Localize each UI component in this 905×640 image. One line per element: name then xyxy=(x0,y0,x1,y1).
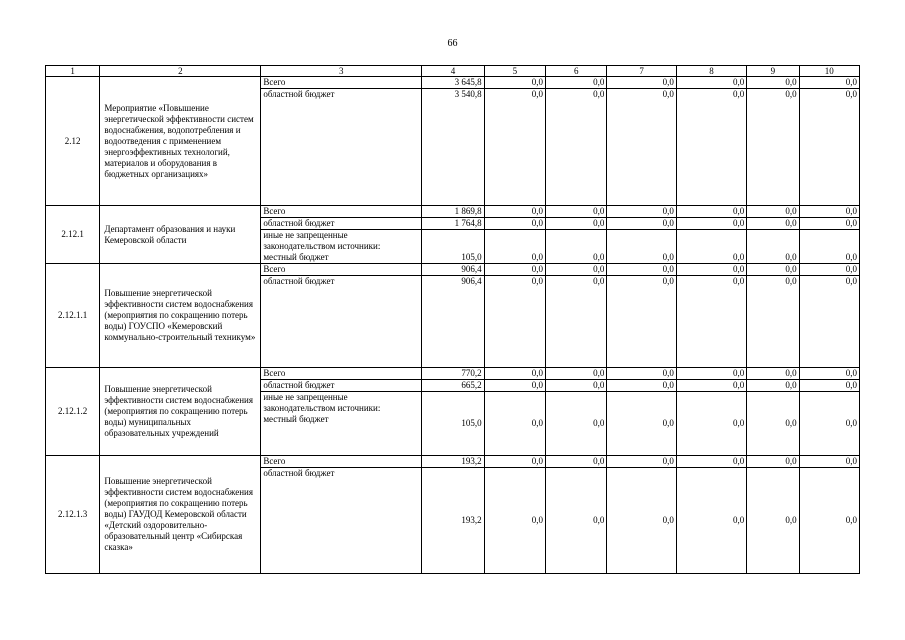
table-row xyxy=(46,77,860,89)
source-label-other xyxy=(261,230,422,264)
row-code: 2.12.1.2 xyxy=(46,368,100,456)
value-cell: 0,0 xyxy=(799,206,859,218)
value-cell: 0,0 xyxy=(799,276,859,368)
table-row xyxy=(46,206,860,218)
value-cell: 0,0 xyxy=(607,380,676,392)
source-label-total: Всего xyxy=(261,77,422,89)
value-cell: 0,0 xyxy=(607,206,676,218)
value-cell: 0,0 xyxy=(747,77,799,89)
value-cell: 0,0 xyxy=(799,77,859,89)
column-header: 4 xyxy=(422,66,484,77)
source-label-regional: областной бюджет xyxy=(261,218,422,230)
row-name: Повышение энергетической эффективности систем водоснабжения (мероприятия по сокращению потерь воды) ГОУСПО «Кемеровский коммунально-строительный техникум» xyxy=(100,264,261,368)
value-cell: 0,0 xyxy=(546,380,607,392)
table-row xyxy=(46,368,860,380)
value-cell: 0,0 xyxy=(799,368,859,380)
value-cell: 0,0 xyxy=(546,468,607,574)
source-label-total: Всего xyxy=(261,264,422,276)
row-code: 2.12.1 xyxy=(46,206,100,264)
value-cell: 0,0 xyxy=(799,380,859,392)
value-cell: 0,0 xyxy=(747,218,799,230)
value-cell: 3 540,8 xyxy=(422,89,484,206)
value-cell: 0,0 xyxy=(799,218,859,230)
value-cell: 193,2 xyxy=(422,456,484,468)
source-label-local: местный бюджет xyxy=(263,252,329,262)
value-cell: 770,2 xyxy=(422,368,484,380)
source-label-total: Всего xyxy=(261,206,422,218)
value-cell: 0,0 xyxy=(607,264,676,276)
value-cell: 0,0 xyxy=(607,218,676,230)
value-cell: 0,0 xyxy=(799,456,859,468)
value-cell: 0,0 xyxy=(484,77,545,89)
value-cell: 0,0 xyxy=(546,456,607,468)
value-cell: 0,0 xyxy=(546,230,607,264)
value-cell: 0,0 xyxy=(484,456,545,468)
value-cell: 0,0 xyxy=(747,276,799,368)
source-label-total: Всего xyxy=(261,368,422,380)
value-cell: 0,0 xyxy=(676,230,746,264)
value-cell: 193,2 xyxy=(422,468,484,574)
value-cell: 1 869,8 xyxy=(422,206,484,218)
value-cell: 0,0 xyxy=(607,230,676,264)
value-cell: 0,0 xyxy=(747,230,799,264)
page-number: 66 xyxy=(447,38,458,49)
value-cell: 0,0 xyxy=(676,77,746,89)
row-code: 2.12.1.1 xyxy=(46,264,100,368)
row-name: Мероприятие «Повышение энергетической эффективности систем водоснабжения, водопотребления и водоотведения с применением энергоэффективных технологий, материалов и оборудования в бюджетных организациях» xyxy=(100,77,261,206)
value-cell: 0,0 xyxy=(607,468,676,574)
value-cell: 0,0 xyxy=(607,77,676,89)
column-header: 3 xyxy=(261,66,422,77)
column-header: 9 xyxy=(747,66,799,77)
value-cell: 0,0 xyxy=(747,380,799,392)
column-header: 7 xyxy=(607,66,676,77)
value-cell: 0,0 xyxy=(546,218,607,230)
value-cell: 0,0 xyxy=(676,468,746,574)
column-header: 1 xyxy=(46,66,100,77)
table-row xyxy=(46,264,860,276)
value-cell: 0,0 xyxy=(484,206,545,218)
value-cell: 0,0 xyxy=(799,468,859,574)
source-label-regional: областной бюджет xyxy=(261,380,422,392)
value-cell: 0,0 xyxy=(799,230,859,264)
table-row xyxy=(46,456,860,468)
column-header: 6 xyxy=(546,66,607,77)
value-cell: 0,0 xyxy=(747,89,799,206)
value-cell: 0,0 xyxy=(607,392,676,456)
column-header: 10 xyxy=(799,66,859,77)
budget-table xyxy=(45,65,860,574)
value-cell: 0,0 xyxy=(484,468,545,574)
value-cell: 665,2 xyxy=(422,380,484,392)
row-name: Повышение энергетической эффективности систем водоснабжения (мероприятия по сокращению потерь воды) ГАУДОД Кемеровской области «Детский оздоровительно-образовательный центр «Сибирская сказка» xyxy=(100,456,261,574)
value-cell: 0,0 xyxy=(676,380,746,392)
row-code: 2.12 xyxy=(46,77,100,206)
value-cell: 906,4 xyxy=(422,264,484,276)
value-cell: 0,0 xyxy=(747,392,799,456)
value-cell: 0,0 xyxy=(747,368,799,380)
value-cell: 0,0 xyxy=(607,368,676,380)
value-cell: 0,0 xyxy=(546,89,607,206)
value-cell: 0,0 xyxy=(676,206,746,218)
value-cell: 0,0 xyxy=(484,218,545,230)
value-cell: 105,0 xyxy=(422,392,484,456)
source-label-local: местный бюджет xyxy=(263,414,329,424)
value-cell: 0,0 xyxy=(676,89,746,206)
value-cell: 0,0 xyxy=(546,276,607,368)
value-cell: 0,0 xyxy=(546,264,607,276)
value-cell: 0,0 xyxy=(607,456,676,468)
source-label-regional: областной бюджет xyxy=(261,276,422,368)
value-cell: 1 764,8 xyxy=(422,218,484,230)
value-cell: 0,0 xyxy=(484,264,545,276)
value-cell: 0,0 xyxy=(676,456,746,468)
value-cell: 0,0 xyxy=(484,89,545,206)
value-cell: 3 645,8 xyxy=(422,77,484,89)
value-cell: 0,0 xyxy=(546,206,607,218)
value-cell: 0,0 xyxy=(607,276,676,368)
source-label-other-sources: иные не запрещенные законодательством источники: xyxy=(263,230,381,251)
value-cell: 0,0 xyxy=(676,276,746,368)
value-cell: 0,0 xyxy=(484,392,545,456)
value-cell: 0,0 xyxy=(676,218,746,230)
source-label-regional: областной бюджет xyxy=(261,468,422,574)
value-cell: 0,0 xyxy=(546,77,607,89)
value-cell: 105,0 xyxy=(422,230,484,264)
value-cell: 0,0 xyxy=(747,206,799,218)
row-code: 2.12.1.3 xyxy=(46,456,100,574)
value-cell: 0,0 xyxy=(799,392,859,456)
value-cell: 0,0 xyxy=(484,230,545,264)
value-cell: 0,0 xyxy=(607,89,676,206)
value-cell: 0,0 xyxy=(484,276,545,368)
source-label-other-sources: иные не запрещенные законодательством источники: xyxy=(263,392,381,413)
value-cell: 0,0 xyxy=(546,368,607,380)
value-cell: 0,0 xyxy=(484,380,545,392)
row-name: Повышение энергетической эффективности систем водоснабжения (мероприятия по сокращению потерь воды) муниципальных образовательных учреждений xyxy=(100,368,261,456)
column-header: 8 xyxy=(676,66,746,77)
column-number-row xyxy=(46,66,860,77)
value-cell: 0,0 xyxy=(676,392,746,456)
value-cell: 0,0 xyxy=(676,264,746,276)
value-cell: 0,0 xyxy=(747,468,799,574)
row-name: Департамент образования и науки Кемеровской области xyxy=(100,206,261,264)
value-cell: 0,0 xyxy=(747,264,799,276)
value-cell: 0,0 xyxy=(484,368,545,380)
value-cell: 0,0 xyxy=(747,456,799,468)
value-cell: 0,0 xyxy=(546,392,607,456)
value-cell: 906,4 xyxy=(422,276,484,368)
source-label-regional: областной бюджет xyxy=(261,89,422,206)
source-label-other xyxy=(261,392,422,456)
column-header: 2 xyxy=(100,66,261,77)
value-cell: 0,0 xyxy=(676,368,746,380)
source-label-total: Всего xyxy=(261,456,422,468)
value-cell: 0,0 xyxy=(799,264,859,276)
value-cell: 0,0 xyxy=(799,89,859,206)
column-header: 5 xyxy=(484,66,545,77)
